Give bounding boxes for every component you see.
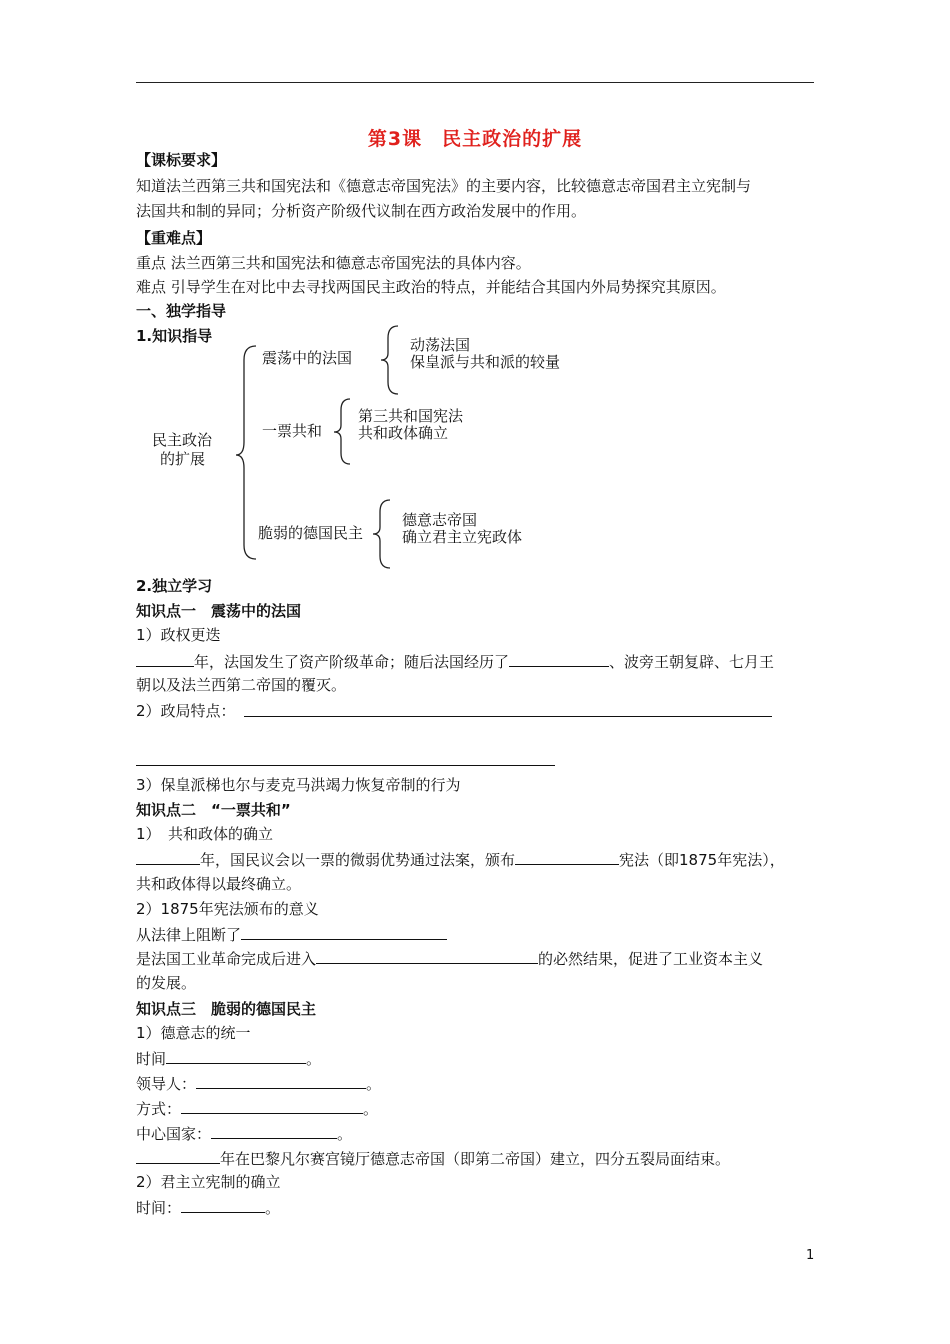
answer-blank[interactable]: [211, 1123, 337, 1139]
kp2-q1: 1） 共和政体的确立: [136, 825, 274, 843]
answer-blank[interactable]: [181, 1197, 265, 1213]
kp3-time2-line: 时间： 。: [136, 1199, 281, 1217]
kp2-heading: 知识点二 “一票共和”: [136, 801, 291, 819]
kp1-q1-line: 年，法国发生了资产阶级革命；随后法国经历了 、波旁王朝复辟、七月王: [136, 651, 774, 672]
kp3-method-line: 方式： 。: [136, 1100, 379, 1118]
answer-blank[interactable]: [515, 849, 619, 865]
standard-text-2: 法国共和制的异同；分析资产阶级代议制在西方政治发展中的作用。: [136, 202, 587, 220]
kp3-leader-line: 领导人： 。: [136, 1075, 382, 1093]
answer-blank[interactable]: [241, 924, 447, 940]
branch-child: 第三共和国宪法: [358, 407, 464, 425]
branch-child: 动荡法国: [410, 336, 471, 354]
branch-label: 一票共和: [262, 422, 323, 440]
kp2-q1-cont: 共和政体得以最终确立。: [136, 875, 302, 893]
root-label-1: 民主政治: [152, 431, 213, 449]
kp1-q1: 1）政权更迭: [136, 626, 221, 644]
independent-heading: 2.独立学习: [136, 577, 213, 595]
kp1-q1-cont: 朝以及法兰西第二帝国的覆灭。: [136, 676, 347, 694]
branch-label: 震荡中的法国: [262, 349, 353, 367]
answer-blank[interactable]: [136, 849, 200, 865]
branch2-brace: [334, 399, 350, 464]
answer-line[interactable]: [136, 765, 555, 766]
kp1-q3: 3）保皇派梯也尔与麦克马洪竭力恢复帝制的行为: [136, 776, 461, 794]
kp1-heading: 知识点一 震荡中的法国: [136, 602, 302, 620]
branch-child: 共和政体确立: [358, 424, 449, 442]
answer-blank[interactable]: [509, 651, 609, 667]
standard-heading: 【课标要求】: [136, 151, 227, 169]
difficult-point: 难点 引导学生在对比中去寻找两国民主政治的特点，并能结合其国内外局势探究其原因。: [136, 278, 726, 296]
kp3-q1: 1）德意志的统一: [136, 1024, 251, 1042]
kp2-q2-line-b: 是法国工业革命完成后进入 的必然结果，促进了工业资本主义: [136, 950, 764, 968]
branch-child: 确立君主立宪政体: [402, 528, 523, 546]
branch-label: 脆弱的德国民主: [258, 524, 364, 542]
kp2-q2-cont: 的发展。: [136, 974, 197, 992]
kp3-result-line: 年在巴黎凡尔赛宫镜厅德意志帝国（即第二帝国）建立，四分五裂局面结束。: [136, 1148, 730, 1169]
answer-blank[interactable]: [136, 651, 194, 667]
part1-heading: 一、独学指导: [136, 302, 227, 320]
answer-blank[interactable]: [181, 1098, 363, 1114]
key-heading: 【重难点】: [136, 229, 212, 247]
answer-line[interactable]: [244, 716, 772, 717]
knowledge-guide-heading: 1.知识指导: [136, 327, 213, 345]
kp3-heading: 知识点三 脆弱的德国民主: [136, 1000, 317, 1018]
answer-blank[interactable]: [166, 1048, 306, 1064]
root-brace: [236, 346, 256, 559]
root-label-2: 的扩展: [160, 450, 206, 468]
key-point: 重点 法兰西第三共和国宪法和德意志帝国宪法的具体内容。: [136, 254, 531, 272]
standard-text-1: 知道法兰西第三共和国宪法和《德意志帝国宪法》的主要内容，比较德意志帝国君主立宪制与: [136, 177, 752, 195]
branch-child: 德意志帝国: [402, 511, 478, 529]
kp3-q2: 2）君主立宪制的确立: [136, 1173, 281, 1191]
page-title: 第3课 民主政治的扩展: [367, 128, 583, 150]
page-number: 1: [806, 1248, 815, 1263]
kp1-q2: 2）政局特点：: [136, 702, 236, 720]
kp2-q1-line: 年，国民议会以一票的微弱优势通过法案，颁布 宪法（即1875年宪法），: [136, 849, 785, 870]
answer-blank[interactable]: [316, 948, 538, 964]
branch3-brace: [373, 500, 390, 568]
answer-blank[interactable]: [196, 1073, 366, 1089]
kp3-center-line: 中心国家： 。: [136, 1125, 353, 1143]
mindmap-braces: [0, 0, 950, 600]
branch1-brace: [381, 326, 398, 394]
kp3-time-line: 时间 。: [136, 1050, 322, 1068]
kp2-q2-line-a: 从法律上阻断了: [136, 924, 447, 945]
kp2-q2: 2）1875年宪法颁布的意义: [136, 900, 319, 918]
answer-blank[interactable]: [136, 1148, 220, 1164]
branch-child: 保皇派与共和派的较量: [410, 353, 561, 371]
